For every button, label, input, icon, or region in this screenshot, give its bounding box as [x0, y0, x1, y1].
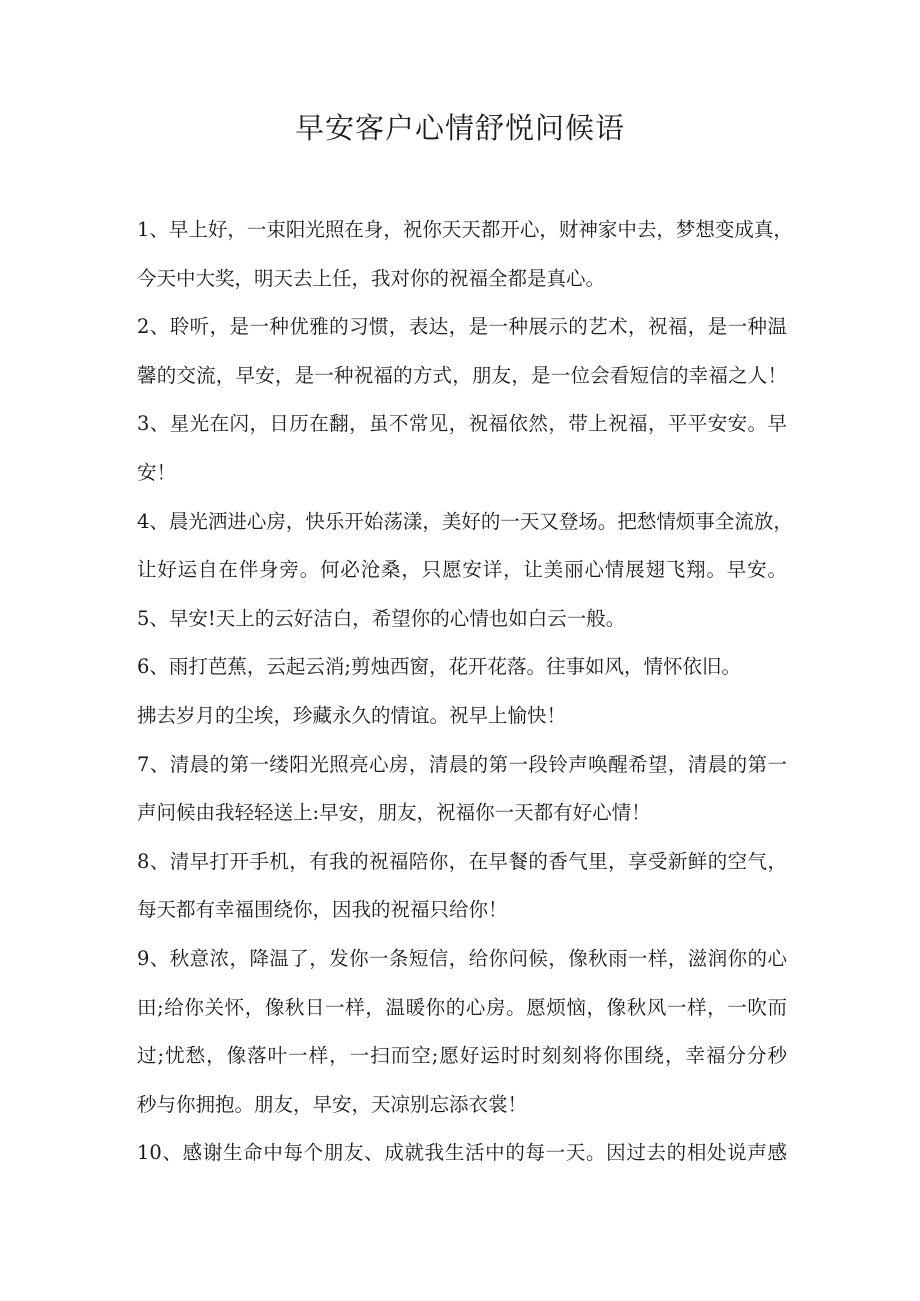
text-line: 9、秋意浓，降温了，发你一条短信，给你问候，像秋雨一样，滋润你的心: [137, 946, 787, 970]
text-line: 6、雨打芭蕉，云起云消;剪烛西窗，花开花落。往事如风，情怀依旧。: [137, 655, 741, 679]
text-line: 今天中大奖，明天去上任，我对你的祝福全都是真心。: [137, 266, 606, 290]
text-line: 声问候由我轻轻送上:早安，朋友，祝福你一天都有好心情！: [137, 801, 651, 825]
text-line: 3、星光在闪，日历在翻，虽不常见，祝福依然，带上祝福，平平安安。早: [137, 412, 787, 436]
text-line: 7、清晨的第一缕阳光照亮心房，清晨的第一段铃声唤醒希望，清晨的第一: [137, 752, 787, 776]
text-line: 1、早上好，一束阳光照在身，祝你天天都开心，财神家中去，梦想变成真，: [137, 218, 793, 241]
text-line: 秒与你拥抱。朋友，早安，天凉别忘添衣裳！: [137, 1092, 528, 1116]
text-line: 安！: [137, 460, 177, 484]
document-title: 早安客户心情舒悦问候语: [294, 111, 625, 145]
text-line: 田;给你关怀，像秋日一样，温暖你的心房。愿烦恼，像秋风一样，一吹而: [137, 995, 787, 1019]
text-line: 拂去岁月的尘埃，珍藏永久的情谊。祝早上愉快！: [137, 703, 567, 727]
text-line: 每天都有幸福围绕你，因我的祝福只给你！: [137, 898, 508, 922]
document-body: [137, 206, 793, 1178]
text-line: 过;忧愁，像落叶一样，一扫而空;愿好运时时刻刻将你围绕，幸福分分秒: [137, 1044, 787, 1068]
text-line: 让好运自在伴身旁。何必沧桑，只愿安详，让美丽心情展翅飞翔。早安。: [137, 558, 787, 582]
text-line: 馨的交流，早安，是一种祝福的方式，朋友，是一位会看短信的幸福之人！: [137, 363, 787, 387]
text-line: 10、感谢生命中每个朋友、成就我生活中的每一天。因过去的相处说声感: [137, 1141, 787, 1165]
text-line: 5、早安!天上的云好洁白，希望你的心情也如白云一般。: [137, 606, 626, 630]
text-line: 2、聆听，是一种优雅的习惯，表达，是一种展示的艺术，祝福，是一种温: [137, 315, 787, 339]
text-line: 8、清早打开手机，有我的祝福陪你，在早餐的香气里，享受新鲜的空气，: [137, 849, 787, 873]
text-line: 4、晨光洒进心房，快乐开始荡漾，美好的一天又登场。把愁情烦事全流放，: [137, 509, 793, 533]
